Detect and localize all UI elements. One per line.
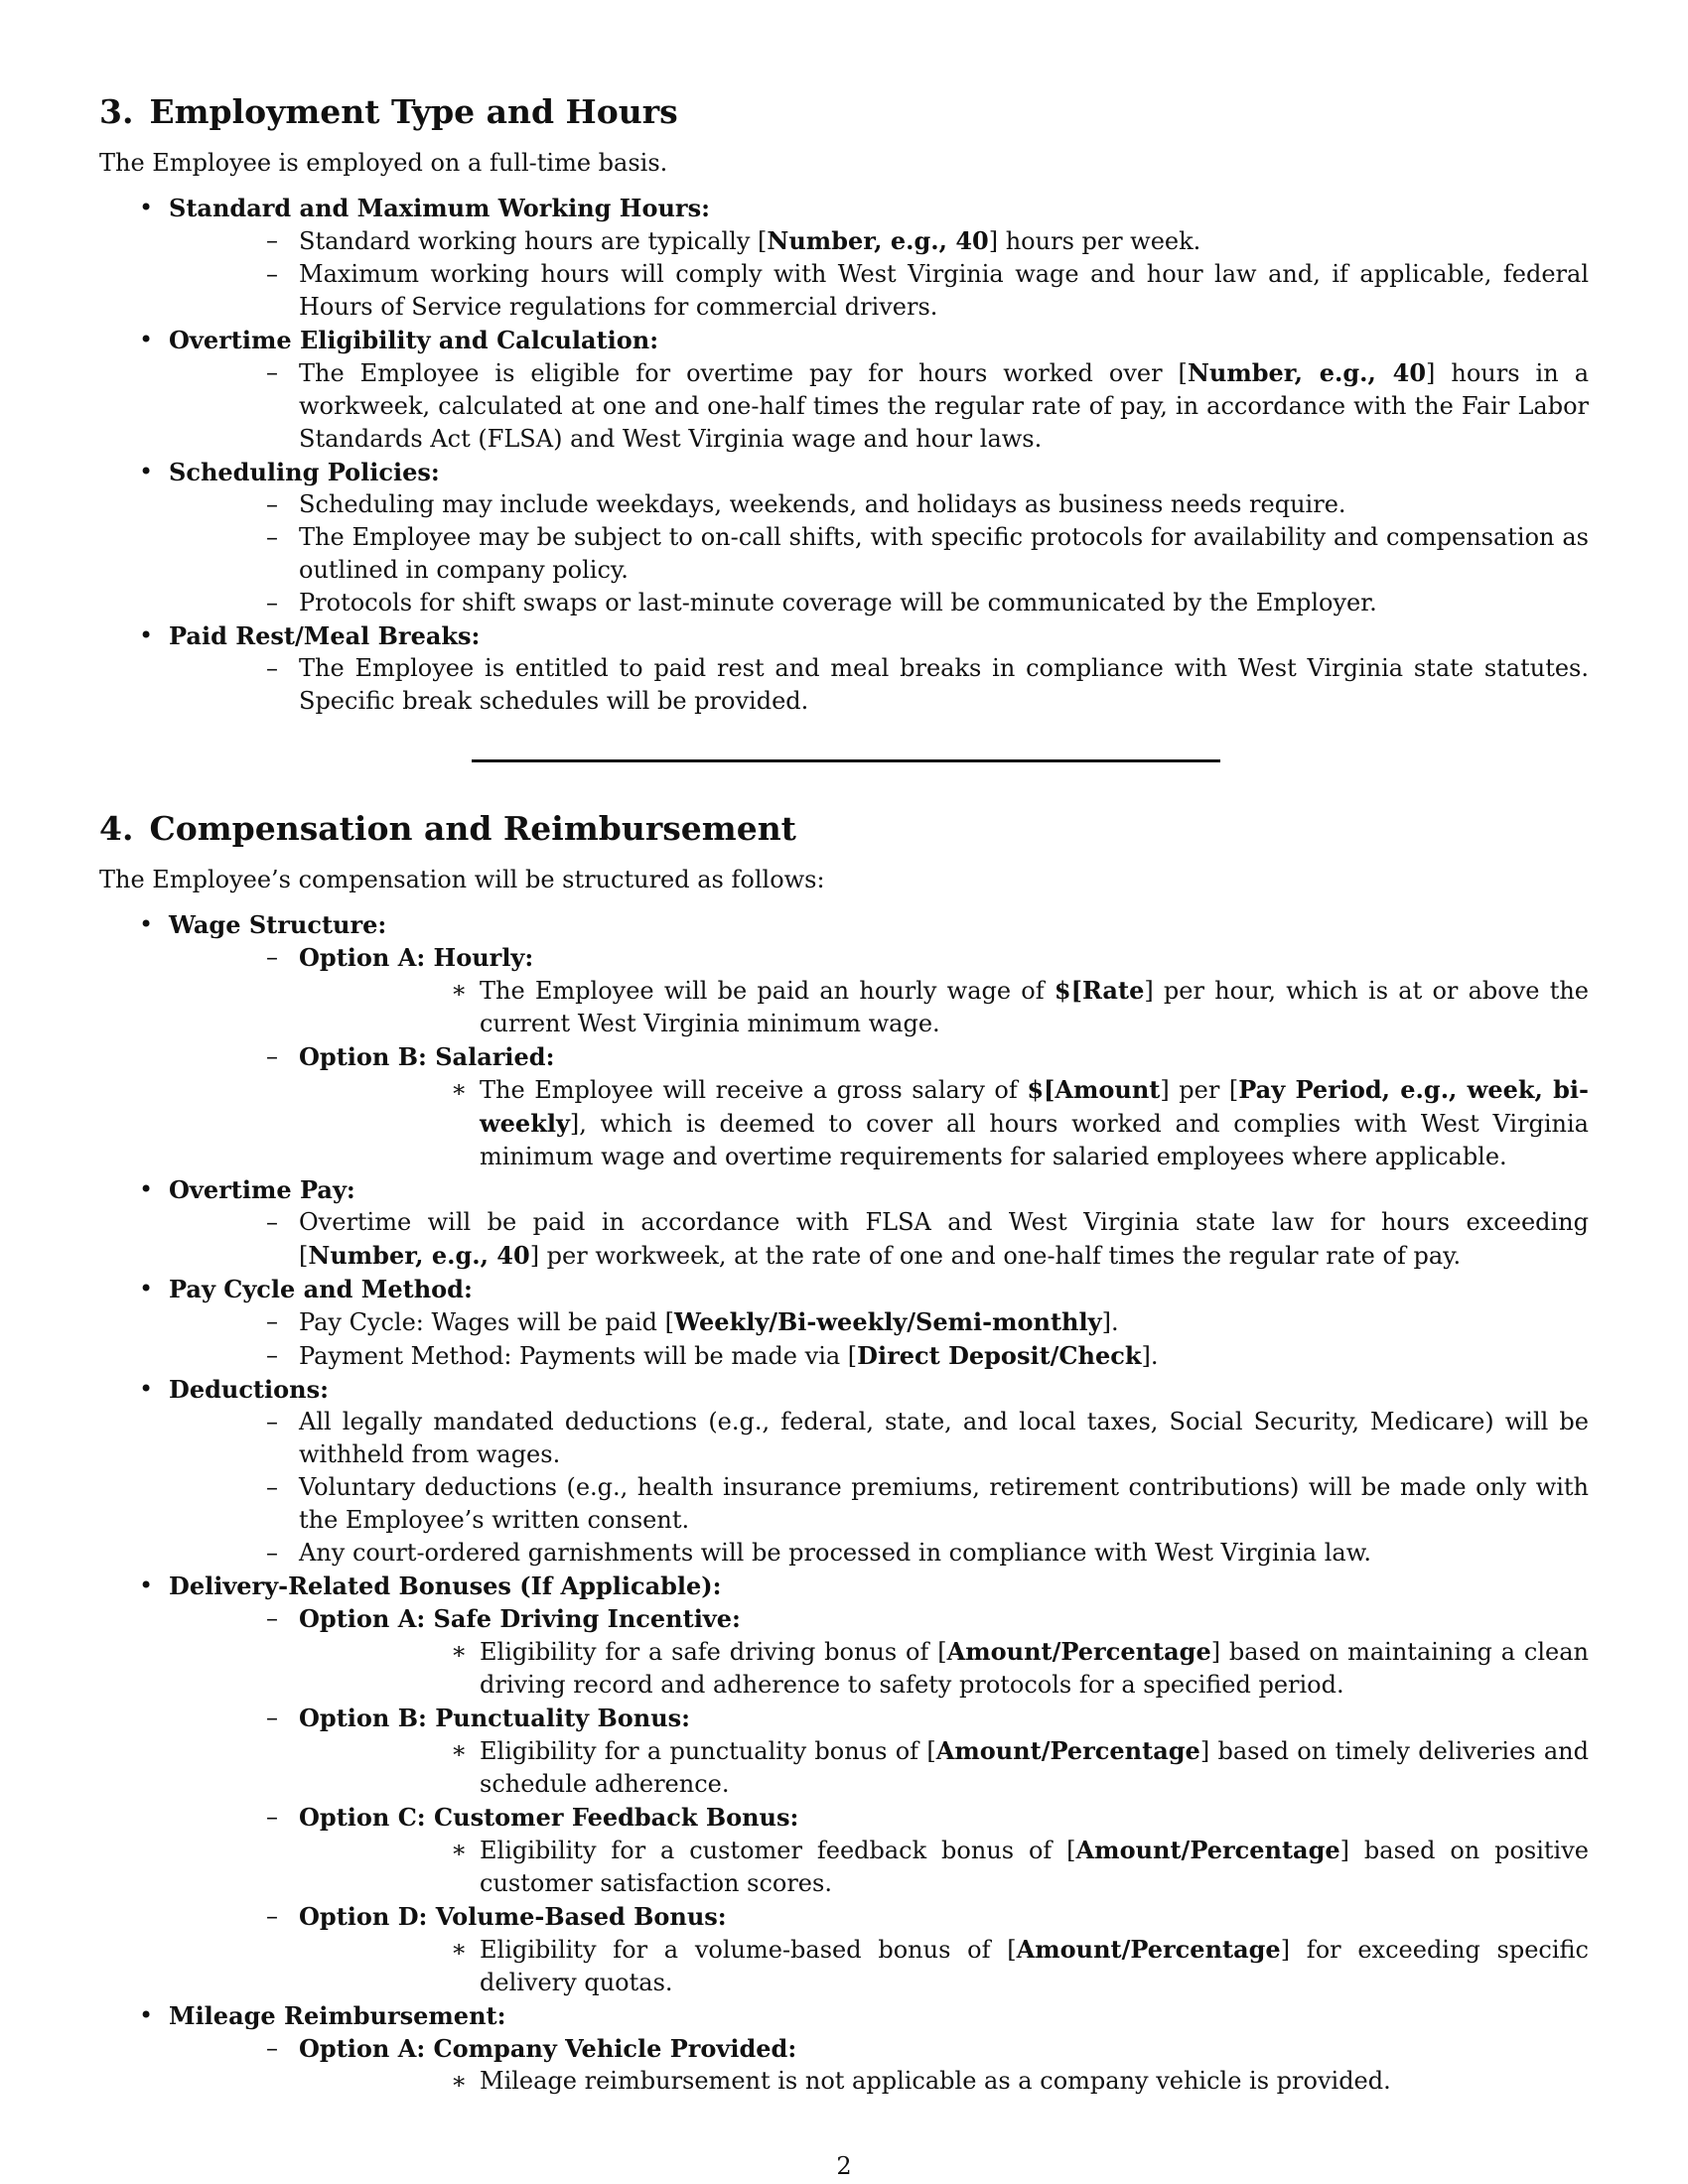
- list-item: [299, 1073, 1589, 1173]
- list-item: [169, 1702, 1589, 1801]
- placeholder-field: Amount/Percentage: [1075, 1836, 1340, 1864]
- text-segment: ].: [1101, 1308, 1119, 1336]
- bullet-list: [99, 192, 1589, 718]
- bullet-marker: •: [139, 1571, 154, 1599]
- text-segment: ] per [: [1160, 1076, 1239, 1104]
- text-segment: ] per hour, which is at or above the current West Virginia minimum wage.: [480, 977, 1590, 1037]
- text-segment: $[: [1054, 976, 1082, 1005]
- document-page: [99, 89, 1589, 2098]
- list-item: [169, 1471, 1589, 1537]
- sub-sub-list: [299, 1933, 1589, 1999]
- placeholder-field: Weekly/Bi-weekly/Semi-monthly: [674, 1307, 1102, 1336]
- dash-marker: –: [266, 1473, 278, 1501]
- text-segment: Overtime will be paid in accordance with FLSA and West Virginia state law for hours exceeding [: [299, 1208, 1589, 1270]
- list-item: [299, 974, 1589, 1040]
- section-3-heading: [99, 89, 1589, 135]
- bullet-marker: •: [139, 2001, 154, 2029]
- placeholder-field: Amount/Percentage: [1016, 1935, 1281, 1964]
- dash-marker: –: [266, 358, 278, 386]
- list-item-text: The Employee may be subject to on-call shifts, with specific protocols for availability and compensation as outlined in company policy.: [299, 523, 1589, 584]
- list-item-heading: Wage Structure:: [169, 910, 387, 939]
- asterisk-marker: ∗: [451, 1637, 468, 1665]
- option-heading: Option A: Company Vehicle Provided:: [299, 2034, 797, 2063]
- list-item: [169, 258, 1589, 324]
- list-item-text: All legally mandated deductions (e.g., federal, state, and local taxes, Social Security, Medicare) will be withheld from wages.: [299, 1408, 1589, 1468]
- page-number: 2: [836, 2152, 852, 2180]
- sub-sub-list: [299, 1834, 1589, 1900]
- bullet-marker: •: [139, 326, 154, 353]
- placeholder-field: Amount/Percentage: [946, 1637, 1211, 1666]
- sub-sub-list: [299, 1734, 1589, 1801]
- dash-marker: –: [266, 589, 278, 616]
- placeholder-field: Pay Period, e.g., week, bi-weekly: [480, 1075, 1589, 1138]
- section-divider: [472, 759, 1220, 762]
- list-item: [99, 1373, 1589, 1570]
- list-item: [169, 1801, 1589, 1900]
- bullet-marker: •: [139, 194, 154, 221]
- list-item-text: Voluntary deductions (e.g., health insurance premiums, retirement contributions) will be made only with the Employee’s written consent.: [299, 1473, 1589, 1534]
- section-title: Employment Type and Hours: [149, 92, 678, 131]
- sub-list: [169, 1206, 1589, 1273]
- dash-marker: –: [266, 943, 278, 971]
- dash-marker: –: [266, 523, 278, 551]
- text-segment: ], which is deemed to cover all hours worked and complies with West Virginia minimum wage and overtime requirements for salaried employees where applicable.: [480, 1110, 1589, 1170]
- dash-marker: –: [266, 1208, 278, 1236]
- list-item: [99, 908, 1589, 1173]
- list-item: [299, 1635, 1589, 1702]
- dash-marker: –: [266, 1539, 278, 1567]
- list-item: [299, 1734, 1589, 1801]
- placeholder-field: Direct Deposit/Check: [857, 1341, 1142, 1370]
- list-item: [299, 1834, 1589, 1900]
- list-item-text: Scheduling may include weekdays, weekends, and holidays as business needs require.: [299, 490, 1346, 518]
- list-item: [169, 1206, 1589, 1273]
- text-segment: ] per workweek, at the rate of one and one-half times the regular rate of pay.: [529, 1242, 1462, 1270]
- dash-marker: –: [266, 1604, 278, 1632]
- bullet-marker: •: [139, 1175, 154, 1203]
- list-item-heading: Delivery-Related Bonuses (If Applicable):: [169, 1571, 722, 1600]
- sub-list: [169, 1602, 1589, 1999]
- list-item-text: Mileage reimbursement is not applicable as a company vehicle is provided.: [480, 2067, 1391, 2095]
- option-heading: Option D: Volume-Based Bonus:: [299, 1902, 727, 1931]
- list-item: [169, 488, 1589, 521]
- dash-marker: –: [266, 1042, 278, 1070]
- option-heading: Option A: Hourly:: [299, 943, 534, 972]
- sub-list: [169, 2032, 1589, 2098]
- sub-sub-list: [299, 1635, 1589, 1702]
- bullet-marker: •: [139, 910, 154, 938]
- text-segment: Standard working hours are typically [: [299, 227, 768, 255]
- section-intro: The Employee is employed on a full-time basis.: [99, 149, 668, 177]
- sub-list: [169, 1406, 1589, 1570]
- placeholder-field: Amount: [1055, 1075, 1161, 1104]
- text-segment: The Employee will be paid an hourly wage of: [480, 977, 1055, 1005]
- list-item: [169, 1406, 1589, 1471]
- list-item-heading: Paid Rest/Meal Breaks:: [169, 621, 481, 650]
- list-item: [99, 324, 1589, 456]
- list-item: [169, 1339, 1589, 1373]
- text-segment: Eligibility for a customer feedback bonus of [: [480, 1837, 1076, 1864]
- asterisk-marker: ∗: [451, 1736, 468, 1764]
- sub-list: [169, 356, 1589, 456]
- bullet-marker: •: [139, 1375, 154, 1403]
- sub-sub-list: [299, 974, 1589, 1040]
- sub-list: [169, 941, 1589, 1173]
- list-item: [99, 192, 1589, 324]
- text-segment: Eligibility for a volume-based bonus of [: [480, 1936, 1017, 1964]
- sub-list: [169, 224, 1589, 324]
- text-segment: The Employee is eligible for overtime pay for hours worked over [: [299, 359, 1188, 387]
- list-item: [169, 1900, 1589, 1999]
- dash-marker: –: [266, 1307, 278, 1335]
- text-segment: ] based on timely deliveries and schedule adherence.: [480, 1737, 1590, 1798]
- text-segment: ].: [1141, 1342, 1159, 1370]
- sub-list: [169, 652, 1589, 718]
- list-item-heading: Standard and Maximum Working Hours:: [169, 194, 710, 222]
- list-item: [169, 1305, 1589, 1339]
- list-item: [169, 1040, 1589, 1173]
- list-item: [299, 2065, 1589, 2098]
- dash-marker: –: [266, 490, 278, 518]
- placeholder-field: Number, e.g., 40: [1187, 358, 1427, 387]
- list-item-heading: Deductions:: [169, 1375, 329, 1404]
- dash-marker: –: [266, 1902, 278, 1930]
- text-segment: Eligibility for a punctuality bonus of [: [480, 1737, 936, 1765]
- bullet-list: [99, 908, 1589, 2098]
- list-item: [169, 356, 1589, 456]
- text-segment: ] based on positive customer satisfaction scores.: [480, 1837, 1589, 1897]
- list-item: [169, 1602, 1589, 1702]
- option-heading: Option B: Punctuality Bonus:: [299, 1704, 691, 1732]
- section-4-heading: [99, 806, 1589, 852]
- list-item-text: Maximum working hours will comply with West Virginia wage and hour law and, if applicable, federal Hours of Service regulations for commercial drivers.: [299, 260, 1589, 321]
- placeholder-field: Rate: [1081, 976, 1145, 1005]
- sub-list: [169, 1305, 1589, 1373]
- dash-marker: –: [266, 1408, 278, 1435]
- list-item: [169, 224, 1589, 258]
- sub-sub-list: [299, 2065, 1589, 2098]
- asterisk-marker: ∗: [451, 1075, 468, 1103]
- dash-marker: –: [266, 1803, 278, 1831]
- list-item: [99, 1173, 1589, 1273]
- list-item-text: The Employee is entitled to paid rest and meal breaks in compliance with West Virginia state statutes. Specific break schedules will be provided.: [299, 654, 1589, 715]
- placeholder-field: Amount/Percentage: [935, 1736, 1200, 1765]
- list-item: [99, 619, 1589, 718]
- list-item: [169, 521, 1589, 587]
- text-segment: ] for exceeding specific delivery quotas.: [480, 1936, 1589, 1996]
- asterisk-marker: ∗: [451, 1935, 468, 1963]
- option-heading: Option A: Safe Driving Incentive:: [299, 1604, 741, 1633]
- list-item: [169, 1537, 1589, 1570]
- text-segment: Payment Method: Payments will be made via [: [299, 1342, 858, 1370]
- text-segment: ] hours per week.: [988, 227, 1201, 255]
- list-item-heading: Overtime Eligibility and Calculation:: [169, 326, 659, 354]
- list-item-heading: Mileage Reimbursement:: [169, 2001, 506, 2030]
- dash-marker: –: [266, 1341, 278, 1369]
- text-segment: The Employee will receive a gross salary of: [480, 1076, 1028, 1104]
- list-item-text: Any court-ordered garnishments will be processed in compliance with West Virginia law.: [299, 1539, 1372, 1567]
- bullet-marker: •: [139, 1275, 154, 1302]
- dash-marker: –: [266, 1704, 278, 1731]
- list-item: [99, 1570, 1589, 1999]
- text-segment: $[: [1027, 1075, 1055, 1104]
- option-heading: Option C: Customer Feedback Bonus:: [299, 1803, 799, 1832]
- list-item-heading: Overtime Pay:: [169, 1175, 355, 1204]
- placeholder-field: Number, e.g., 40: [308, 1241, 530, 1270]
- list-item: [99, 1273, 1589, 1373]
- list-item-text: Protocols for shift swaps or last-minute coverage will be communicated by the Employer.: [299, 589, 1377, 616]
- text-segment: Pay Cycle: Wages will be paid [: [299, 1308, 675, 1336]
- text-segment: Eligibility for a safe driving bonus of [: [480, 1638, 947, 1666]
- dash-marker: –: [266, 2034, 278, 2062]
- dash-marker: –: [266, 654, 278, 682]
- dash-marker: –: [266, 226, 278, 254]
- sub-sub-list: [299, 1073, 1589, 1173]
- list-item: [169, 652, 1589, 718]
- section-intro: The Employee’s compensation will be structured as follows:: [99, 866, 825, 893]
- list-item: [169, 941, 1589, 1040]
- bullet-marker: •: [139, 621, 154, 649]
- list-item-heading: Scheduling Policies:: [169, 458, 440, 486]
- list-item: [299, 1933, 1589, 1999]
- asterisk-marker: ∗: [451, 1836, 468, 1863]
- sub-list: [169, 488, 1589, 619]
- list-item: [169, 587, 1589, 619]
- list-item: [99, 456, 1589, 619]
- list-item: [99, 1999, 1589, 2098]
- section-employment-type-and-hours: [99, 89, 1589, 718]
- asterisk-marker: ∗: [451, 2067, 468, 2095]
- text-segment: ] hours in a workweek, calculated at one and one-half times the regular rate of pay, in accordance with the Fair Labor Standards Act (FLSA) and West Virginia wage and hour laws.: [299, 359, 1590, 453]
- section-number: 3.: [99, 92, 134, 131]
- option-heading: Option B: Salaried:: [299, 1042, 555, 1071]
- placeholder-field: Number, e.g., 40: [767, 226, 989, 255]
- section-compensation-and-reimbursement: [99, 806, 1589, 2098]
- bullet-marker: •: [139, 458, 154, 485]
- asterisk-marker: ∗: [451, 976, 468, 1004]
- dash-marker: –: [266, 260, 278, 288]
- list-item: [169, 2032, 1589, 2098]
- section-number: 4.: [99, 809, 134, 848]
- section-title: Compensation and Reimbursement: [149, 809, 796, 848]
- list-item-heading: Pay Cycle and Method:: [169, 1275, 473, 1303]
- text-segment: ] based on maintaining a clean driving record and adherence to safety protocols for a specified period.: [480, 1638, 1589, 1699]
